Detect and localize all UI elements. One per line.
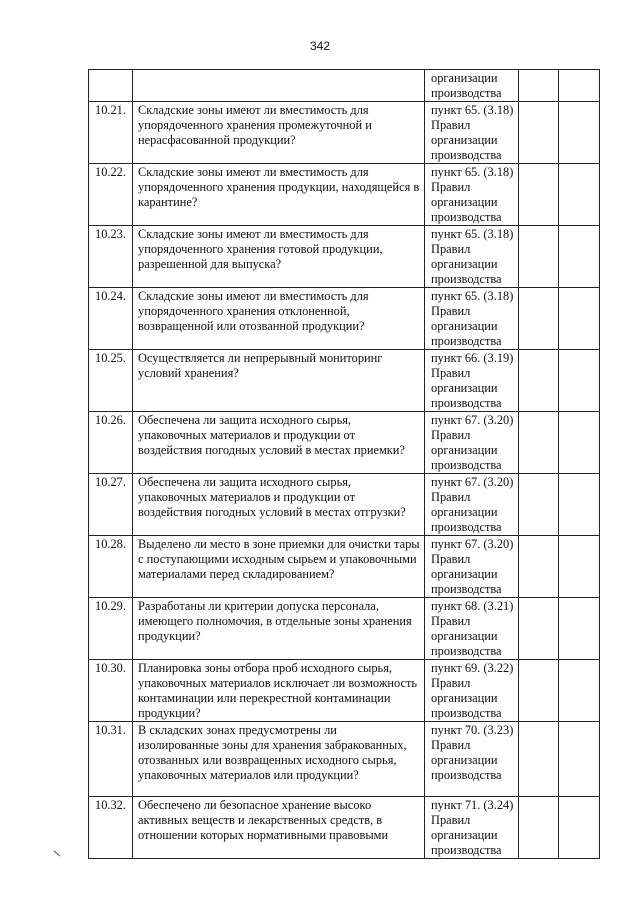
note-cell <box>559 164 600 226</box>
item-number: 10.28. <box>89 536 133 598</box>
reference-cell: пункт 68. (3.21) Правил организации производства <box>425 598 519 660</box>
note-cell <box>559 598 600 660</box>
question-cell: Складские зоны имеют ли вместимость для упорядоченного хранения промежуточной и нерасфасованной продукции? <box>133 102 425 164</box>
question-cell: Обеспечена ли защита исходного сырья, упаковочных материалов и продукции от воздействия погодных условий в местах приемки? <box>133 412 425 474</box>
answer-cell <box>519 598 559 660</box>
note-cell <box>559 70 600 102</box>
reference-cell: пункт 65. (3.18) Правил организации производства <box>425 288 519 350</box>
table-row <box>89 70 600 102</box>
item-number: 10.24. <box>89 288 133 350</box>
note-cell <box>559 474 600 536</box>
question-cell: Осуществляется ли непрерывный мониторинг условий хранения? <box>133 350 425 412</box>
item-number: 10.22. <box>89 164 133 226</box>
answer-cell <box>519 797 559 859</box>
question-cell: В складских зонах предусмотрены ли изолированные зоны для хранения забракованных, отозванных или возвращенных исходного сырья, упаковочных материалов или продукции? <box>133 722 425 797</box>
table-row <box>89 288 600 350</box>
reference-cell: пункт 71. (3.24) Правил организации производства <box>425 797 519 859</box>
answer-cell <box>519 536 559 598</box>
item-number: 10.29. <box>89 598 133 660</box>
answer-cell <box>519 474 559 536</box>
item-number: 10.23. <box>89 226 133 288</box>
table-row <box>89 226 600 288</box>
note-cell <box>559 660 600 722</box>
page-number: 342 <box>309 39 331 53</box>
table-row <box>89 102 600 164</box>
note-cell <box>559 797 600 859</box>
item-number <box>89 70 133 102</box>
question-cell: Обеспечено ли безопасное хранение высоко активных веществ и лекарственных средств, в отношении которых нормативными правовыми <box>133 797 425 859</box>
note-cell <box>559 536 600 598</box>
table-row <box>89 164 600 226</box>
reference-cell: пункт 67. (3.20) Правил организации производства <box>425 536 519 598</box>
answer-cell <box>519 226 559 288</box>
table-row <box>89 797 600 859</box>
table-row <box>89 660 600 722</box>
item-number: 10.30. <box>89 660 133 722</box>
question-cell: Складские зоны имеют ли вместимость для упорядоченного хранения продукции, находящейся в карантине? <box>133 164 425 226</box>
note-cell <box>559 288 600 350</box>
reference-cell: пункт 67. (3.20) Правил организации производства <box>425 412 519 474</box>
reference-cell: пункт 65. (3.18) Правил организации производства <box>425 164 519 226</box>
reference-cell: пункт 66. (3.19) Правил организации производства <box>425 350 519 412</box>
item-number: 10.21. <box>89 102 133 164</box>
item-number: 10.27. <box>89 474 133 536</box>
note-cell <box>559 226 600 288</box>
reference-cell: пункт 70. (3.23) Правил организации производства <box>425 722 519 797</box>
note-cell <box>559 350 600 412</box>
answer-cell <box>519 70 559 102</box>
question-cell: Планировка зоны отбора проб исходного сырья, упаковочных материалов исключает ли возможность контаминации или перекрестной контаминации продукции? <box>133 660 425 722</box>
table-row <box>89 474 600 536</box>
reference-cell: организации производства <box>425 70 519 102</box>
question-cell: Обеспечена ли защита исходного сырья, упаковочных материалов и продукции от воздействия погодных условий в местах отгрузки? <box>133 474 425 536</box>
item-number: 10.31. <box>89 722 133 797</box>
item-number: 10.25. <box>89 350 133 412</box>
reference-cell: пункт 65. (3.18) Правил организации производства <box>425 226 519 288</box>
answer-cell <box>519 164 559 226</box>
reference-cell: пункт 67. (3.20) Правил организации производства <box>425 474 519 536</box>
table-row <box>89 412 600 474</box>
answer-cell <box>519 102 559 164</box>
answer-cell <box>519 660 559 722</box>
note-cell <box>559 722 600 797</box>
table-row <box>89 536 600 598</box>
note-cell <box>559 102 600 164</box>
checklist-table <box>88 69 600 859</box>
table-row <box>89 598 600 660</box>
answer-cell <box>519 288 559 350</box>
question-cell: Складские зоны имеют ли вместимость для упорядоченного хранения отклоненной, возвращенной или отозванной продукции? <box>133 288 425 350</box>
answer-cell <box>519 722 559 797</box>
note-cell <box>559 412 600 474</box>
question-cell: Разработаны ли критерии допуска персонала, имеющего полномочия, в отдельные зоны хранения продукции? <box>133 598 425 660</box>
item-number: 10.26. <box>89 412 133 474</box>
question-cell: Выделено ли место в зоне приемки для очистки тары с поступающими исходным сырьем и упаковочными материалами перед складированием? <box>133 536 425 598</box>
table-row <box>89 350 600 412</box>
table-row <box>89 722 600 797</box>
reference-cell: пункт 69. (3.22) Правил организации производства <box>425 660 519 722</box>
item-number: 10.32. <box>89 797 133 859</box>
answer-cell <box>519 412 559 474</box>
question-cell: Складские зоны имеют ли вместимость для упорядоченного хранения готовой продукции, разрешенной для выпуска? <box>133 226 425 288</box>
answer-cell <box>519 350 559 412</box>
scan-artifact <box>54 851 61 857</box>
question-cell <box>133 70 425 102</box>
reference-cell: пункт 65. (3.18) Правил организации производства <box>425 102 519 164</box>
